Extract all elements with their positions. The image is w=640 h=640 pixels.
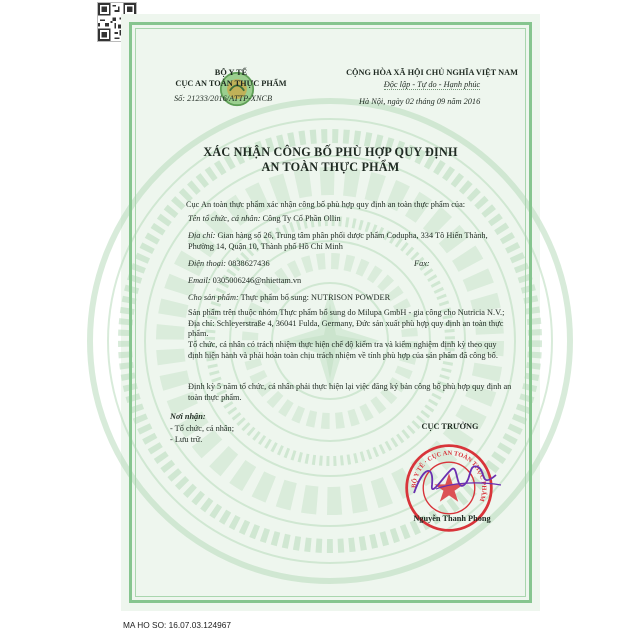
organization-row [188,214,341,225]
email-value: 0305006246@nhiettam.vn [212,276,302,285]
recipient-item: - Lưu trữ. [170,435,203,444]
product-row [188,293,390,304]
address-value: Gian hàng số 26, Trung tâm phân phối dược phẩm Codupha, 334 Tô Hiến Thành, Phường 14, Quận 10, Thành phố Hồ Chí Minh [188,231,488,251]
dossier-code: MA HO SO: 16.07.03.124967 [123,620,231,630]
product-label: Cho sản phẩm: [188,293,239,302]
intro-text: Cục An toàn thực phẩm xác nhận công bố phù hợp quy định an toàn thực phẩm của: [186,200,466,209]
phone-row [188,259,270,270]
department-name: CỤC AN TOÀN THỰC PHẨM [175,79,287,88]
phone-value: 0838627436 [228,259,270,268]
phone-label: Điện thoại: [188,259,227,268]
paragraph-product-compliance: Sản phẩm trên thuộc nhóm Thực phẩm bổ sung do Milupa GmbH - gia công cho Nutricia N.V.; Địa chỉ: Schleyerstraße 4, 36041 Fulda, Germany, Đức sản xuất phù hợp quy định an toàn thực phẩm. [188,308,505,339]
seal-text: BỘ Y TẾ · CỤC AN TOÀN THỰC PHẨM [410,449,488,503]
issue-date-place: Hà Nội, ngày 02 tháng 09 năm 2016 [359,97,481,106]
fax-label: Fax: [414,259,430,268]
organization-label: Tên tổ chức, cá nhân: [188,214,261,223]
handwritten-signature [406,455,506,505]
country-name: CỘNG HÒA XÃ HỘI CHỦ NGHĨA VIỆT NAM [346,68,518,77]
national-motto: Độc lập - Tự do - Hạnh phúc [383,80,481,89]
signer-position: CỤC TRƯỞNG [421,422,479,431]
certificate-title-line2: AN TOÀN THỰC PHẨM [261,160,400,174]
ministry-name: BỘ Y TẾ [214,68,248,77]
signer-name: Nguyễn Thanh Phong [413,514,491,523]
address-row [188,231,513,252]
paragraph-responsibility: Tổ chức, cá nhân có trách nhiệm thực hiện chế độ kiểm tra và kiểm nghiệm định kỳ theo quy định hiện hành và phải hoàn toàn chịu trách nhiệm về tính phù hợp của sản phẩm đã công bố. [188,340,498,360]
recipients-label: Nơi nhận: [170,412,206,421]
email-row [188,276,301,287]
address-label: Địa chỉ: [188,231,216,240]
certificate-title-line1: XÁC NHẬN CÔNG BỐ PHÙ HỢP QUY ĐỊNH [203,145,458,159]
recipient-item: - Tổ chức, cá nhân; [170,424,235,433]
email-label: Email: [188,276,211,285]
paragraph-renewal: Định kỳ 5 năm tổ chức, cá nhân phải thực hiện lại việc đăng ký bản công bố phù hợp quy định an toàn thực phẩm. [188,382,512,402]
document-number: Số: 21233/2016/ATTP-XNCB [174,94,273,103]
organization-value: Công Ty Cổ Phần Ollin [262,214,341,223]
product-value: Thực phẩm bổ sung: NUTRISON POWDER [240,293,391,302]
